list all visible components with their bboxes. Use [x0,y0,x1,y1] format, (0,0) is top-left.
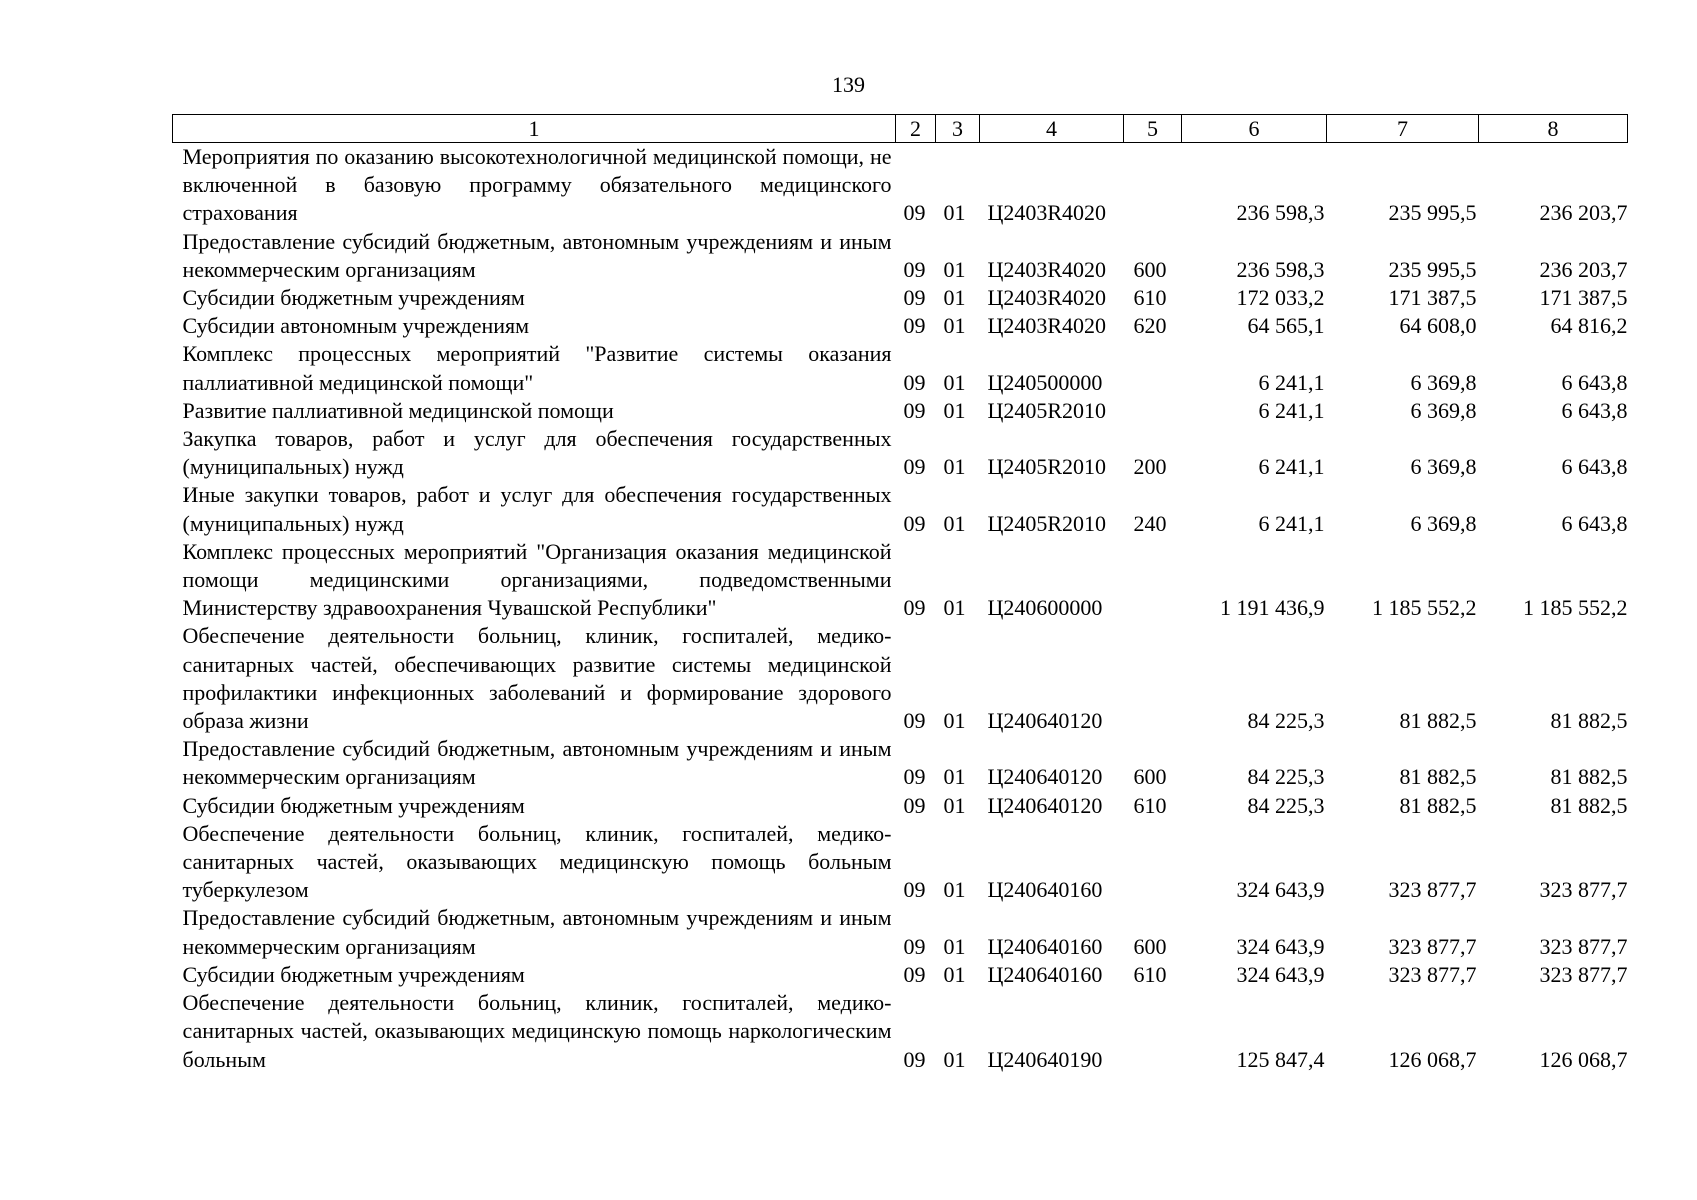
row-subsection: 01 [943,595,966,621]
row-section: 09 [903,708,926,734]
row-subsection: 01 [943,256,966,282]
row-section: 09 [903,256,926,282]
row-expense-type: 600 [1133,256,1167,282]
row-subsection: 01 [943,313,966,339]
row-target-code: Ц240640160 [987,961,1103,987]
row-amount-col7: 126 068,7 [1388,1046,1477,1072]
table-row [173,228,1628,284]
row-name: Субсидии бюджетным учреждениям [182,285,525,311]
row-name: Комплекс процессных мероприятий "Организация оказания медицинской помощи медицинскими организациями, подведомственными Министерству здравоохранения Чувашской Республики" [182,538,892,621]
row-amount-col8: 323 877,7 [1539,961,1628,987]
row-amount-col7: 235 995,5 [1388,256,1477,282]
row-section: 09 [903,792,926,818]
row-name: Закупка товаров, работ и услуг для обеспечения государственных (муниципальных) нужд [182,426,892,480]
row-amount-col6: 84 225,3 [1247,792,1325,818]
row-amount-col6: 236 598,3 [1236,256,1325,282]
row-section: 09 [903,877,926,903]
table-row [173,538,1628,623]
header-row [173,115,1628,143]
row-amount-col6: 324 643,9 [1236,877,1325,903]
row-amount-col7: 81 882,5 [1399,792,1477,818]
row-target-code: Ц2403R4020 [987,313,1107,339]
row-name: Субсидии бюджетным учреждениям [182,792,525,818]
row-target-code: Ц2403R4020 [987,256,1107,282]
row-expense-type [1124,538,1182,623]
row-section: 09 [903,510,926,536]
row-amount-col6: 324 643,9 [1236,933,1325,959]
row-amount-col8: 81 882,5 [1550,792,1628,818]
row-target-code: Ц2405R2010 [987,510,1107,536]
row-amount-col8: 81 882,5 [1550,708,1628,734]
header-col-4: 4 [980,115,1124,143]
row-amount-col6: 6 241,1 [1258,397,1325,423]
row-amount-col7: 6 369,8 [1410,454,1477,480]
row-amount-col6: 324 643,9 [1236,961,1325,987]
row-amount-col7: 6 369,8 [1410,369,1477,395]
row-amount-col8: 1 185 552,2 [1523,595,1628,621]
row-amount-col6: 125 847,4 [1236,1046,1325,1072]
table-row [173,792,1628,820]
row-amount-col6: 6 241,1 [1258,369,1325,395]
row-subsection: 01 [943,454,966,480]
row-subsection: 01 [943,369,966,395]
row-expense-type [1124,820,1182,905]
row-target-code: Ц240640190 [987,1046,1103,1072]
row-amount-col8: 323 877,7 [1539,877,1628,903]
row-expense-type [1124,989,1182,1074]
row-expense-type: 610 [1133,285,1167,311]
table-row [173,735,1628,791]
row-amount-col6: 236 598,3 [1236,200,1325,226]
row-expense-type: 240 [1133,510,1167,536]
row-amount-col8: 6 643,8 [1561,454,1628,480]
row-amount-col6: 84 225,3 [1247,708,1325,734]
row-section: 09 [903,200,926,226]
row-amount-col8: 323 877,7 [1539,933,1628,959]
row-subsection: 01 [943,764,966,790]
row-amount-col8: 6 643,8 [1561,397,1628,423]
table-row [173,481,1628,537]
row-name: Обеспечение деятельности больниц, клиник, госпиталей, медико-санитарных частей, обеспечивающих развитие системы медицинской профилактики инфекционных заболеваний и формирование здорового образа жизни [182,623,892,734]
row-expense-type [1124,340,1182,396]
row-target-code: Ц240640120 [987,764,1103,790]
row-target-code: Ц240500000 [987,369,1103,395]
row-amount-col8: 171 387,5 [1539,285,1628,311]
table-row [173,312,1628,340]
row-target-code: Ц2405R2010 [987,397,1107,423]
row-subsection: 01 [943,708,966,734]
header-col-3: 3 [936,115,980,143]
row-amount-col7: 81 882,5 [1399,764,1477,790]
row-subsection: 01 [943,397,966,423]
row-section: 09 [903,1046,926,1072]
row-expense-type: 610 [1133,792,1167,818]
row-amount-col8: 6 643,8 [1561,510,1628,536]
table-row [173,284,1628,312]
row-section: 09 [903,764,926,790]
table-header [173,115,1628,143]
row-amount-col7: 6 369,8 [1410,510,1477,536]
row-name: Субсидии бюджетным учреждениям [182,961,525,987]
row-amount-col7: 323 877,7 [1388,961,1477,987]
row-expense-type [1124,143,1182,228]
row-target-code: Ц240640160 [987,877,1103,903]
table-row [173,622,1628,735]
row-name: Субсидии автономным учреждениям [182,313,530,339]
table-body [173,143,1628,1074]
row-section: 09 [903,961,926,987]
row-amount-col6: 6 241,1 [1258,454,1325,480]
row-target-code: Ц240640120 [987,792,1103,818]
row-expense-type: 600 [1133,933,1167,959]
table-row [173,397,1628,425]
row-name: Предоставление субсидий бюджетным, автономным учреждениям и иным некоммерческим организациям [182,736,892,790]
row-subsection: 01 [943,1046,966,1072]
row-amount-col7: 1 185 552,2 [1372,595,1477,621]
row-subsection: 01 [943,200,966,226]
table-row [173,340,1628,396]
table-row [173,989,1628,1074]
row-subsection: 01 [943,285,966,311]
row-amount-col7: 64 608,0 [1399,313,1477,339]
row-amount-col8: 236 203,7 [1539,256,1628,282]
row-name: Обеспечение деятельности больниц, клиник, госпиталей, медико-санитарных частей, оказывающих медицинскую помощь больным туберкулезом [182,820,892,903]
row-target-code: Ц240640160 [987,933,1103,959]
row-expense-type: 620 [1133,313,1167,339]
row-name: Иные закупки товаров, работ и услуг для обеспечения государственных (муниципальных) нужд [182,482,892,536]
row-amount-col6: 1 191 436,9 [1220,595,1325,621]
row-section: 09 [903,313,926,339]
row-amount-col7: 171 387,5 [1388,285,1477,311]
header-col-5: 5 [1124,115,1182,143]
page-number: 139 [832,72,865,97]
row-expense-type [1124,622,1182,735]
row-expense-type: 600 [1133,764,1167,790]
table-row [173,143,1628,228]
row-name: Развитие паллиативной медицинской помощи [182,397,614,423]
row-amount-col7: 6 369,8 [1410,397,1477,423]
row-expense-type [1124,397,1182,425]
table-row [173,961,1628,989]
row-section: 09 [903,285,926,311]
row-amount-col6: 84 225,3 [1247,764,1325,790]
header-col-7: 7 [1327,115,1479,143]
table-row [173,820,1628,905]
row-subsection: 01 [943,510,966,536]
header-col-1: 1 [173,115,896,143]
row-target-code: Ц2403R4020 [987,285,1107,311]
row-target-code: Ц2403R4020 [987,200,1107,226]
table-row [173,425,1628,481]
row-name: Комплекс процессных мероприятий "Развитие системы оказания паллиативной медицинской помощи" [182,341,892,395]
row-name: Мероприятия по оказанию высокотехнологичной медицинской помощи, не включенной в базовую программу обязательного медицинского страхования [182,144,892,226]
row-subsection: 01 [943,961,966,987]
row-expense-type: 200 [1133,454,1167,480]
row-section: 09 [903,369,926,395]
row-name: Обеспечение деятельности больниц, клиник, госпиталей, медико-санитарных частей, оказывающих медицинскую помощь наркологическим больным [182,990,892,1072]
header-col-8: 8 [1479,115,1628,143]
row-name: Предоставление субсидий бюджетным, автономным учреждениям и иным некоммерческим организациям [182,228,892,282]
row-amount-col8: 81 882,5 [1550,764,1628,790]
row-amount-col8: 236 203,7 [1539,200,1628,226]
row-amount-col6: 64 565,1 [1247,313,1325,339]
row-section: 09 [903,454,926,480]
row-amount-col7: 81 882,5 [1399,708,1477,734]
row-subsection: 01 [943,877,966,903]
row-amount-col6: 172 033,2 [1236,285,1325,311]
row-subsection: 01 [943,933,966,959]
row-amount-col8: 6 643,8 [1561,369,1628,395]
row-name: Предоставление субсидий бюджетным, автономным учреждениям и иным некоммерческим организациям [182,905,892,959]
row-section: 09 [903,933,926,959]
row-amount-col6: 6 241,1 [1258,510,1325,536]
table-row [173,904,1628,960]
row-expense-type: 610 [1133,961,1167,987]
row-amount-col7: 323 877,7 [1388,933,1477,959]
row-subsection: 01 [943,792,966,818]
row-section: 09 [903,397,926,423]
header-col-2: 2 [896,115,936,143]
row-section: 09 [903,595,926,621]
row-target-code: Ц240640120 [987,708,1103,734]
row-amount-col8: 126 068,7 [1539,1046,1628,1072]
header-col-6: 6 [1182,115,1327,143]
row-amount-col8: 64 816,2 [1550,313,1628,339]
row-amount-col7: 323 877,7 [1388,877,1477,903]
budget-table [172,114,1628,1074]
row-target-code: Ц240600000 [987,595,1103,621]
row-amount-col7: 235 995,5 [1388,200,1477,226]
row-target-code: Ц2405R2010 [987,454,1107,480]
